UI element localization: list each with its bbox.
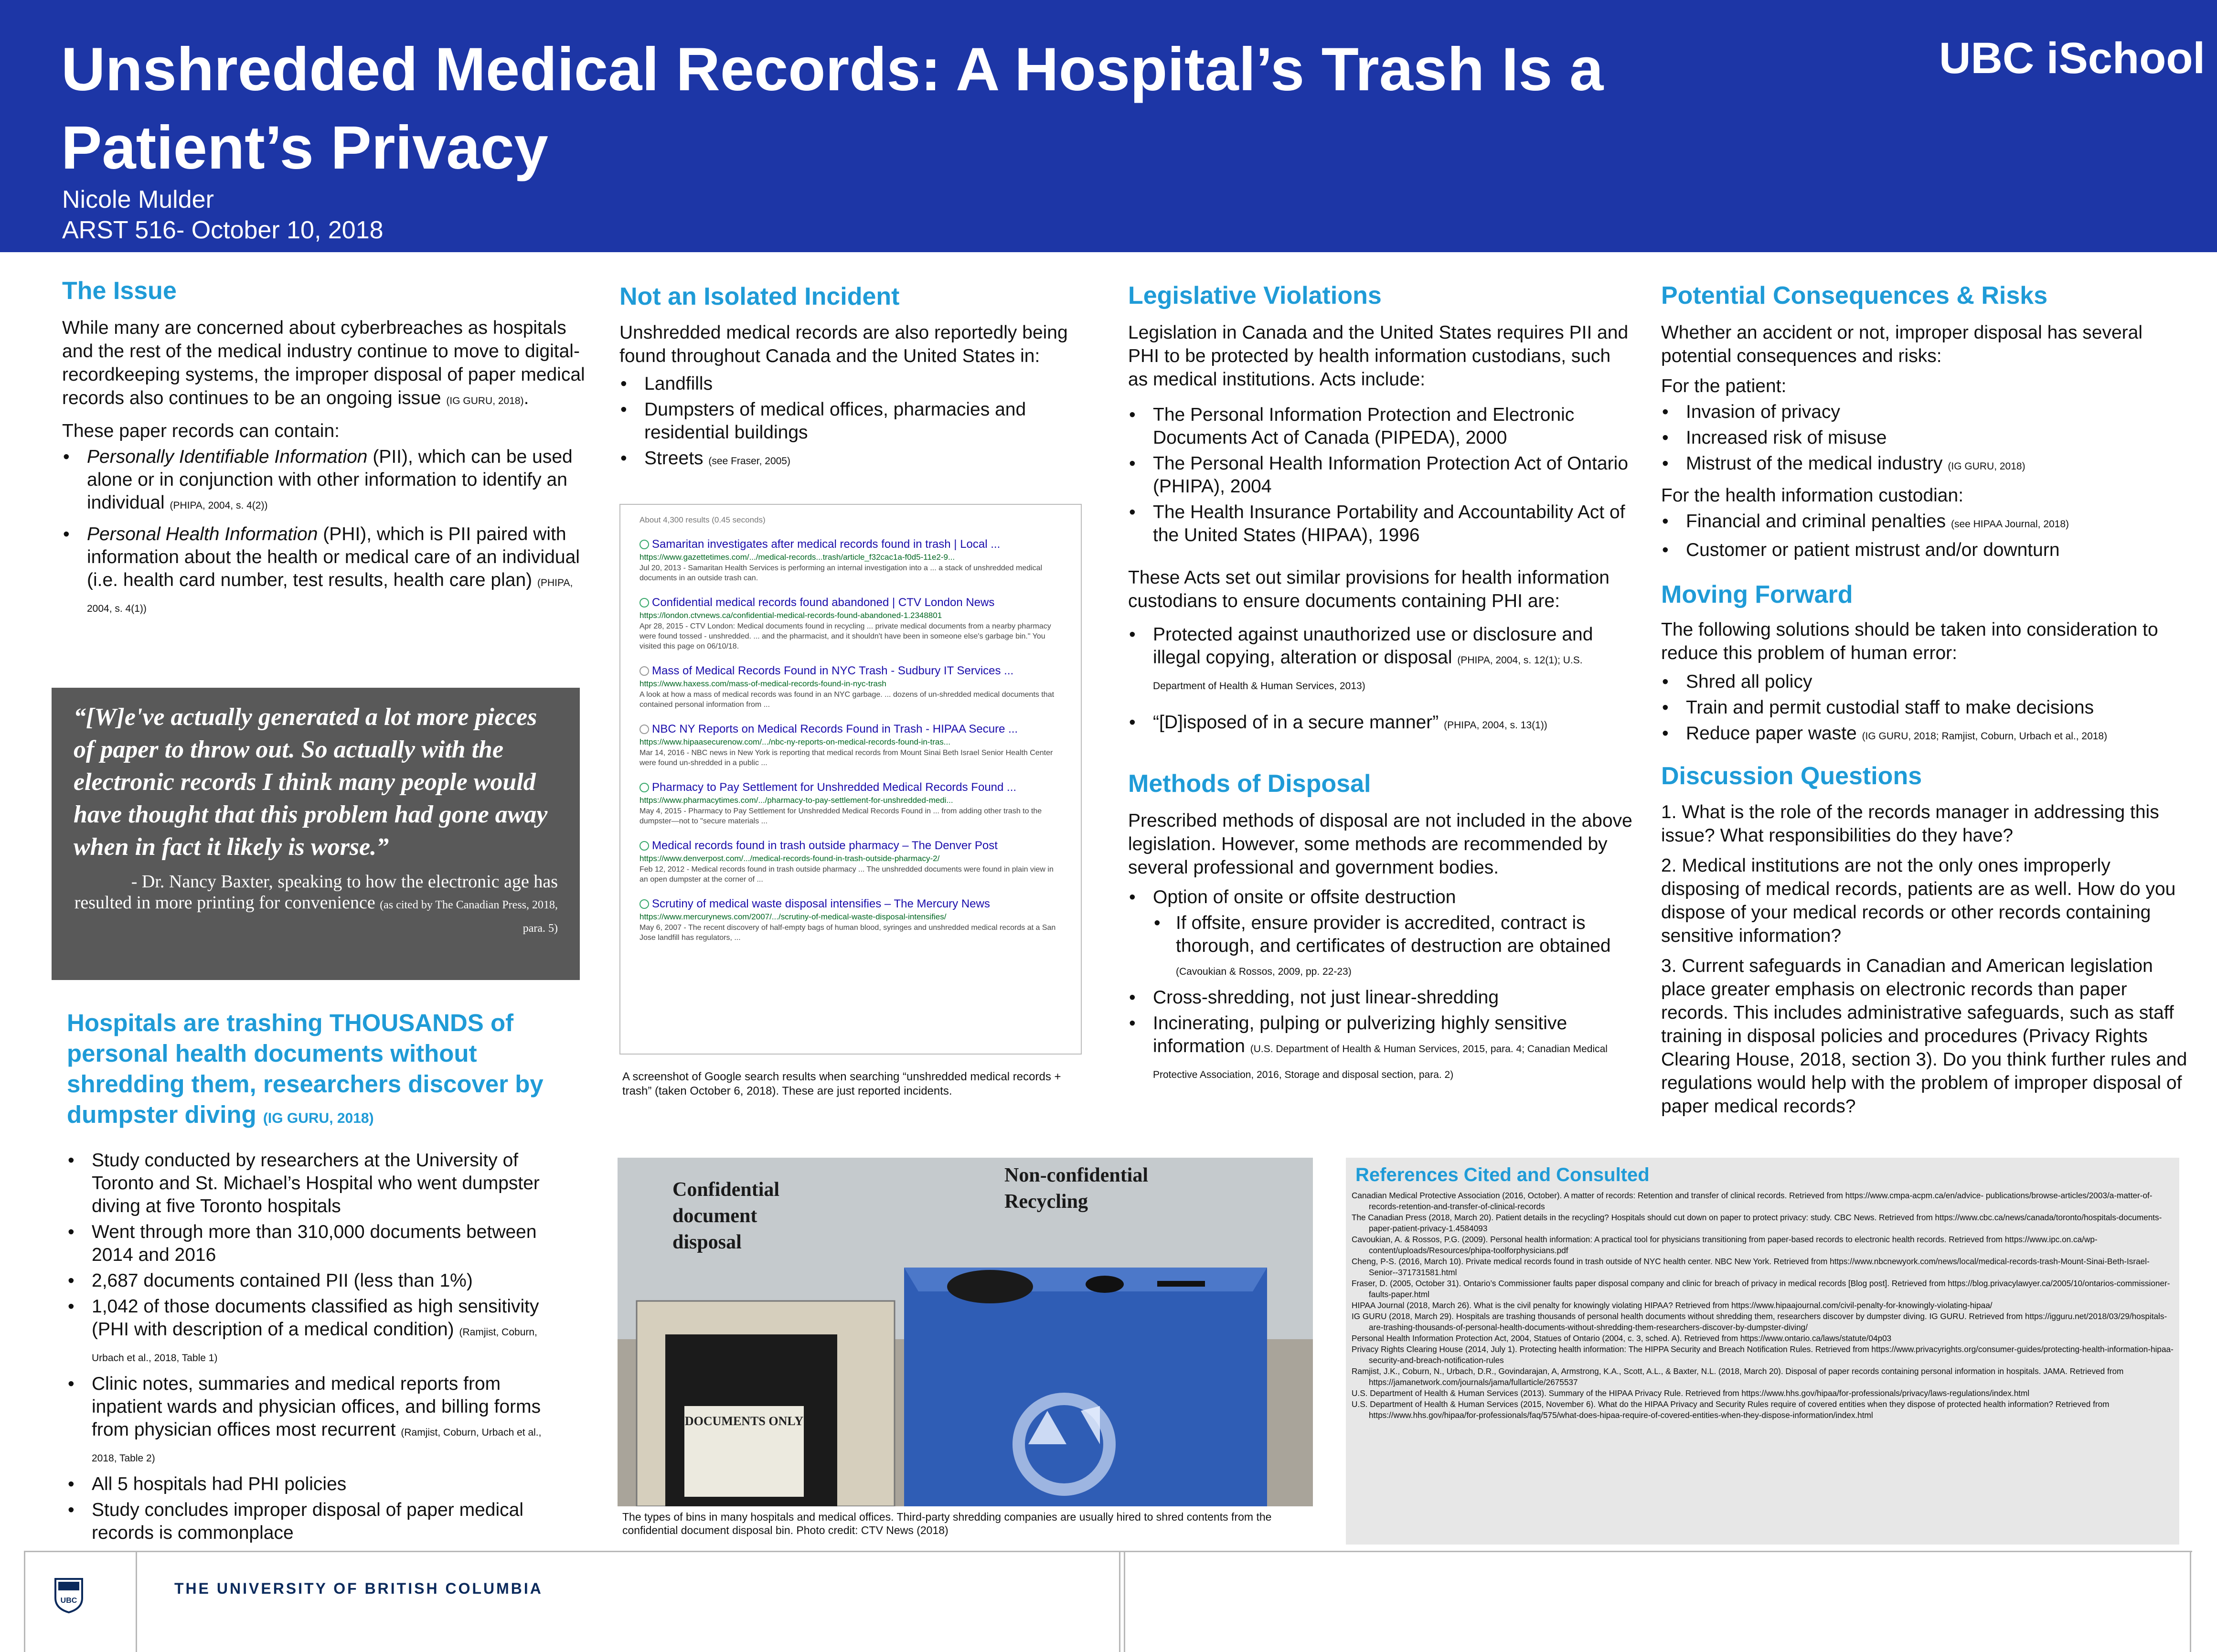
shred-sign-text: DOCUMENTS ONLY	[684, 1414, 804, 1428]
search-result[interactable]	[640, 596, 1062, 651]
incident-item: • Streets (see Fraser, 2005)	[619, 447, 1102, 473]
photo-caption: The types of bins in many hospitals and medical offices. Third-party shredding companies are usually hired to shred contents from the confidential document disposal bin. Photo credit: CTV News (2018)	[622, 1511, 1272, 1536]
act-item: • The Health Insurance Portability and Accountability Act of the United States (HIPAA), 1996	[1128, 501, 1634, 547]
course-date: ARST 516- October 10, 2018	[62, 216, 384, 244]
result-snippet: Feb 12, 2012 - Medical records found in trash outside pharmacy ... The unshredded documents were found in plain view in an open dumpster at the corner of ...	[640, 865, 1054, 884]
legislative-paragraph: Legislation in Canada and the United States requires PII and PHI to be protected by health information custodians, such as medical institutions. Acts include:	[1128, 322, 1629, 390]
footer-divider	[24, 1551, 2192, 1552]
patient-risk: • Increased risk of misuse	[1661, 426, 2191, 449]
patient-label: For the patient:	[1661, 376, 1787, 396]
issue-paragraph-2: These paper records can contain:	[62, 421, 340, 441]
consequences-heading: Potential Consequences & Risks	[1661, 282, 2048, 309]
poster-title: Unshredded Medical Records: A Hospital’s Trash Is a Patient’s Privacy	[61, 35, 1604, 182]
university-name: THE UNIVERSITY OF BRITISH COLUMBIA	[174, 1580, 543, 1597]
discussion-q3: 3. Current safeguards in Canadian and American legislation place greater emphasis on electronic records than paper records. This includes administrative safeguards, such as staff training in disposal policies and procedures (Privacy Rights Clearing House, 2018, section 3). Do you think further rules and regulations would help with the problem of improper disposal of paper medical records?	[1661, 956, 2187, 1117]
reference-entry: U.S. Department of Health & Human Services (2013). Summary of the HIPAA Privacy Rule. Retrieved from https://www.hhs.gov/hipaa/for-professionals/privacy/laws-regulations/index.html	[1352, 1388, 2030, 1398]
method-subitem: • If offsite, ensure provider is accredited, contract is thorough, and certificates of destruction are obtained (Cavoukian & Rossos, 2009, pp. 22-23)	[1153, 912, 1634, 983]
crest-text: UBC	[60, 1597, 77, 1605]
issue-section	[62, 276, 587, 620]
reference-entry: U.S. Department of Health & Human Services (2015, November 6). What do the HIPAA Privacy and Security Rules require of covered entities when they dispose of protected health information? Retrieved from https://www.hhs.gov/hipaa/for-professionals/faq/575/what-does-hipaa-require-of-covered-entities-when-they-dispose-information/index.html	[1352, 1399, 2110, 1420]
incident-paragraph: Unshredded medical records are also reportedly being found throughout Canada and the United States in:	[619, 322, 1068, 366]
check-icon	[640, 540, 649, 549]
legislative-heading: Legislative Violations	[1128, 282, 1382, 309]
reference-entry: HIPAA Journal (2018, March 26). What is the civil penalty for knowingly violating HIPAA? Retrieved from https://www.hipaajournal.com/civil-penalty-for-knowingly-violating-hipaa/	[1352, 1300, 1993, 1310]
forward-heading: Moving Forward	[1661, 581, 1853, 608]
provision-item: • Protected against unauthorized use or disclosure and illegal copying, alteration or disposal (PHIPA, 2004, s. 12(1); U.S. Department of Health & Human Services, 2013)	[1128, 623, 1634, 698]
method-item: • Option of onsite or offsite destruction • If offsite, ensure provider is accredited, contract is thorough, and certificates of destruction are obtained (Cavoukian & Rossos, 2009, pp. 22-23)	[1128, 886, 1634, 983]
discussion-heading: Discussion Questions	[1661, 762, 1922, 790]
result-title[interactable]: Pharmacy to Pay Settlement for Unshredded Medical Records Found ...	[640, 780, 1062, 795]
references-heading: References Cited and Consulted	[1355, 1164, 1650, 1185]
screenshot-caption: A screenshot of Google search results when searching “unshredded medical records + trash” (taken October 6, 2018). These are just reported incidents.	[622, 1070, 1061, 1098]
solution-item: • Shred all policy	[1661, 671, 2191, 693]
check-icon	[640, 899, 649, 909]
act-item: • The Personal Health Information Protection Act of Ontario (PHIPA), 2004	[1128, 452, 1634, 498]
incident-section	[619, 282, 1102, 473]
label-confidential-3: disposal	[672, 1231, 742, 1253]
incident-heading: Not an Isolated Incident	[619, 283, 900, 310]
label-confidential-2: document	[672, 1205, 757, 1227]
search-result[interactable]	[640, 722, 1062, 768]
provision-item: • “[D]isposed of in a secure manner” (PHIPA, 2004, s. 13(1))	[1128, 711, 1634, 737]
result-snippet: Mar 14, 2016 - NBC news in New York is reporting that medical records from Mount Sinai Beth Israel Senior Health Center were found un-shredded in a public ...	[640, 749, 1053, 767]
search-result[interactable]	[640, 537, 1062, 583]
author-name: Nicole Mulder	[62, 186, 214, 213]
result-url: https://london.ctvnews.ca/confidential-medical-records-found-abandoned-1.2348801	[640, 611, 942, 620]
result-title[interactable]: Confidential medical records found abandoned | CTV London News	[640, 596, 1062, 610]
custodian-risk: • Financial and criminal penalties (see HIPAA Journal, 2018)	[1661, 510, 2191, 536]
hospitals-list	[67, 1149, 568, 1545]
reference-entry: Ramjist, J.K., Coburn, N., Urbach, D.R., Govindarajan, A, Armstrong, K.A., Scott, A.L., & Baxter, N.L. (2018, March 20). Disposal of paper records containing personal information in hospitals. JAMA. Retrieved from https://jamanetwork.com/journals/jama/fullarticle/2675537	[1352, 1366, 2124, 1387]
study-finding: • 2,687 documents contained PII (less than 1%)	[67, 1269, 568, 1292]
result-url: https://www.denverpost.com/.../medical-records-found-in-trash-outside-pharmacy-2/	[640, 854, 940, 863]
hospitals-section	[67, 1008, 597, 1545]
footer-border	[2190, 1552, 2191, 1652]
ubc-crest-icon	[53, 1577, 84, 1613]
bins-illustration	[618, 1158, 1313, 1506]
solution-item: • Reduce paper waste (IG GURU, 2018; Ramjist, Coburn, Urbach et al., 2018)	[1661, 722, 2191, 748]
result-url: https://www.hipaasecurenow.com/.../nbc-ny-reports-on-medical-records-found-in-tras...	[640, 737, 950, 746]
check-icon	[640, 598, 649, 608]
forward-paragraph: The following solutions should be taken into consideration to reduce this problem of human error:	[1661, 619, 2158, 663]
custodian-risk: • Customer or patient mistrust and/or downturn	[1661, 539, 2191, 562]
phi-item: • Personal Health Information (PHI), which is PII paired with information about the health or medical care of an individual (i.e. health card number, test results, health care plan) (PHIPA, 2004, s. 4(1))	[62, 523, 587, 620]
label-confidential-1: Confidential	[672, 1179, 780, 1201]
study-finding: • 1,042 of those documents classified as high sensitivity (PHI with description of a medical condition) (Ramjist, Coburn, Urbach et al., 2018, Table 1)	[67, 1295, 568, 1370]
result-snippet: May 4, 2015 - Pharmacy to Pay Settlement for Unshredded Medical Records Found in ... from adding other trash to the dumpster—not to "secure materials ...	[640, 807, 1042, 825]
search-result[interactable]	[640, 780, 1062, 826]
act-item: • The Personal Information Protection and Electronic Documents Act of Canada (PIPEDA), 2000	[1128, 404, 1634, 449]
label-nonconfidential-2: Recycling	[1004, 1191, 1088, 1213]
references-box	[1346, 1158, 2179, 1545]
study-finding: • Study concludes improper disposal of paper medical records is commonplace	[67, 1499, 568, 1545]
discussion-q1: 1. What is the role of the records manager in addressing this issue? What responsibilities do they have?	[1661, 802, 2159, 846]
search-result[interactable]	[640, 664, 1062, 710]
incident-item: • Landfills	[619, 373, 1102, 395]
method-item: • Incinerating, pulping or pulverizing highly sensitive information (U.S. Department of Health & Human Services, 2015, para. 4; Canadian Medical Protective Association, 2016, Storage and disposal section, para. 2)	[1128, 1012, 1634, 1087]
result-url: https://www.mercurynews.com/2007/.../scrutiny-of-medical-waste-disposal-intensifies/	[640, 912, 947, 921]
result-title[interactable]: NBC NY Reports on Medical Records Found in Trash - HIPAA Secure ...	[640, 722, 1062, 736]
info-icon	[640, 666, 649, 676]
quote-attribution: - Dr. Nancy Baxter, speaking to how the electronic age has resulted in more printing for convenience (as cited by The Canadian Press, 2018, para. 5)	[74, 872, 558, 935]
pii-item: • Personally Identifiable Information (PII), which can be used alone or in conjunction with other information to identify an individual (PHIPA, 2004, s. 4(2))	[62, 446, 587, 517]
issue-heading: The Issue	[62, 277, 177, 305]
reference-entry: Personal Health Information Protection Act, 2004, Statues of Ontario (2004, c. 3, sched. A). Retrieved from https://www.ontario.ca/laws/statute/04p03	[1352, 1333, 1892, 1343]
search-result[interactable]	[640, 897, 1062, 943]
issue-paragraph: While many are concerned about cyberbreaches as hospitals and the rest of the medical industry continue to move to digital-recordkeeping systems, the improper disposal of paper medical records also continues to be an ongoing issue (IG GURU, 2018).	[62, 318, 585, 408]
reference-entry: Cheng, P-S. (2016, March 10). Private medical records found in trash outside of NYC health center. NBC New York. Retrieved from https://www.nbcnewyork.com/news/local/medical-records-trash-Mount-Sinai-Beth-Israel-Senior--371731581.html	[1352, 1257, 2150, 1277]
reference-entry: Cavoukian, A. & Rossos, P.G. (2009). Personal health information: A practical tool for physicians transitioning from paper-based records to electronic health records. Retrieved from https://www.ipc.on.ca/wp-content/uploads/Resources/phipa-toolforphysicians.pdf	[1352, 1235, 2098, 1255]
result-snippet: A look at how a mass of medical records was found in an NYC garbage. ... dozens of un-shredded medical documents that contained personal information from ...	[640, 691, 1055, 709]
methods-heading: Methods of Disposal	[1128, 770, 1371, 798]
hospitals-heading: Hospitals are trashing THOUSANDS of personal health documents without shredding them, researchers discover by dumpster diving (IG GURU, 2018)	[67, 1009, 544, 1128]
study-finding: • Went through more than 310,000 documents between 2014 and 2016	[67, 1221, 568, 1267]
patient-risk: • Mistrust of the medical industry (IG GURU, 2018)	[1661, 452, 2191, 478]
reference-entry: Privacy Rights Clearing House (2014, July 1). Protecting health information: The HIPPA Security and Breach Notification Rules. Retrieved from https://www.privacyrights.org/consumer-guides/protecting-health-information-hipaa-security-and-breach-notification-rules	[1352, 1344, 2174, 1365]
method-item: • Cross-shredding, not just linear-shredding	[1128, 986, 1634, 1009]
custodian-label: For the health information custodian:	[1661, 485, 1964, 506]
result-url: https://www.gazettetimes.com/.../medical-records...trash/article_f32cac1a-f0d5-11e2-9...	[640, 553, 955, 562]
study-finding: • Study conducted by researchers at the University of Toronto and St. Michael’s Hospital who went dumpster diving at five Toronto hospitals	[67, 1149, 568, 1218]
study-finding: • All 5 hospitals had PHI policies	[67, 1473, 568, 1496]
consequences-paragraph: Whether an accident or not, improper disposal has several potential consequences and risks:	[1661, 322, 2143, 366]
result-url: https://www.pharmacytimes.com/.../pharmacy-to-pay-settlement-for-unshredded-medi...	[640, 796, 953, 805]
footer-border	[24, 1552, 25, 1652]
result-snippet: Jul 20, 2013 - Samaritan Health Services is performing an internal investigation into a ... a stack of unshredded medical documents in an outside trash can.	[640, 564, 1043, 582]
result-title[interactable]: Medical records found in trash outside pharmacy – The Denver Post	[640, 839, 1062, 853]
label-nonconfidential-1: Non-confidential	[1004, 1164, 1149, 1186]
check-icon	[640, 841, 649, 851]
reference-entry: The Canadian Press (2018, March 20). Patient details in the recycling? Hospitals should cut down on paper to protect privacy: study. CBC News. Retrieved from https://www.cbc.ca/news/canada/toronto/hospitals-documents-paper-patient-privacy-1.4584093	[1352, 1213, 2162, 1233]
discussion-q2: 2. Medical institutions are not the only ones improperly disposing of medical records, patients are as well. How do you dispose of your medical records or other records containing sensitive information?	[1661, 855, 2176, 946]
consequences-section	[1661, 281, 2191, 1118]
footer-border	[136, 1552, 137, 1652]
info-icon	[640, 725, 649, 734]
search-result[interactable]	[640, 839, 1062, 885]
ubc-ischool-logo: UBC iSchool	[1939, 34, 2206, 83]
methods-section	[1128, 769, 1634, 1087]
reference-entry: Fraser, D. (2005, October 31). Ontario’s Commissioner faults paper disposal company and clinic for breach of privacy in medical records [Blog post]. Retrieved from https://blog.privacylawyer.ca/2005/10/ontarios-commissioner-faults-paper.html	[1352, 1279, 2170, 1299]
reference-entry: Canadian Medical Protective Association (2016, October). A matter of records: Retention and transfer of clinical records. Retrieved from https://www.cmpa-acpm.ca/en/advice- publications/browse-articles/2003/a-matter-of-records-retention-and-transfer-of-clinical-records	[1352, 1191, 2153, 1211]
result-url: https://www.haxess.com/mass-of-medical-records-found-in-nyc-trash	[640, 679, 886, 688]
legislative-section	[1128, 281, 1634, 737]
quote-text: “[W]e've actually generated a lot more pieces of paper to throw out. So actually with the electronic records I think many people would have thought that this problem had gone away when in fact it likely is worse.”	[74, 703, 548, 861]
study-finding: • Clinic notes, summaries and medical reports from inpatient wards and physician offices, and billing forms from physician offices most recurrent (Ramjist, Coburn, Urbach et al., 2018, Table 2)	[67, 1373, 568, 1470]
incident-item: • Dumpsters of medical offices, pharmacies and residential buildings	[619, 398, 1102, 444]
author-block	[62, 184, 384, 245]
footer-border	[1124, 1552, 1125, 1652]
result-title[interactable]: Samaritan investigates after medical records found in trash | Local ...	[640, 537, 1062, 552]
baxter-quote	[52, 688, 580, 980]
provisions-paragraph: These Acts set out similar provisions for health information custodians to ensure documents containing PHI are:	[1128, 567, 1609, 611]
result-title[interactable]: Mass of Medical Records Found in NYC Trash - Sudbury IT Services ...	[640, 664, 1062, 678]
result-count: About 4,300 results (0.45 seconds)	[640, 515, 766, 524]
footer-border	[1119, 1552, 1120, 1652]
solution-item: • Train and permit custodial staff to make decisions	[1661, 696, 2191, 719]
check-icon	[640, 783, 649, 792]
result-snippet: Apr 28, 2015 - CTV London: Medical documents found in recycling ... private medical documents from a nearby pharmacy were found tossed - unshredded. ... and the pharmacist, and it shouldn't have been in someone else's garbage bin." You visited this page on 06/10/18.	[640, 622, 1051, 650]
bins-photo	[618, 1158, 1313, 1506]
google-search-screenshot	[619, 504, 1082, 1055]
reference-entry: IG GURU (2018, March 29). Hospitals are trashing thousands of personal health documents without shredding them, researchers discover by dumpster diving. IG GURU. Retrieved from https://igguru.net/2018/03/29/hospitals-are-trashing-thousands-of-personal-health-documents-without-shredding-them-researchers-discover-by-dumpster-diving/	[1352, 1311, 2167, 1332]
result-snippet: May 6, 2007 - The recent discovery of half-empty bags of human blood, syringes and unshredded medical records at a San Jose landfill has regulators, ...	[640, 924, 1056, 942]
result-title[interactable]: Scrutiny of medical waste disposal intensifies – The Mercury News	[640, 897, 1062, 911]
patient-risk: • Invasion of privacy	[1661, 401, 2191, 424]
methods-paragraph: Prescribed methods of disposal are not included in the above legislation. However, some methods are recommended by several professional and government bodies.	[1128, 810, 1632, 878]
